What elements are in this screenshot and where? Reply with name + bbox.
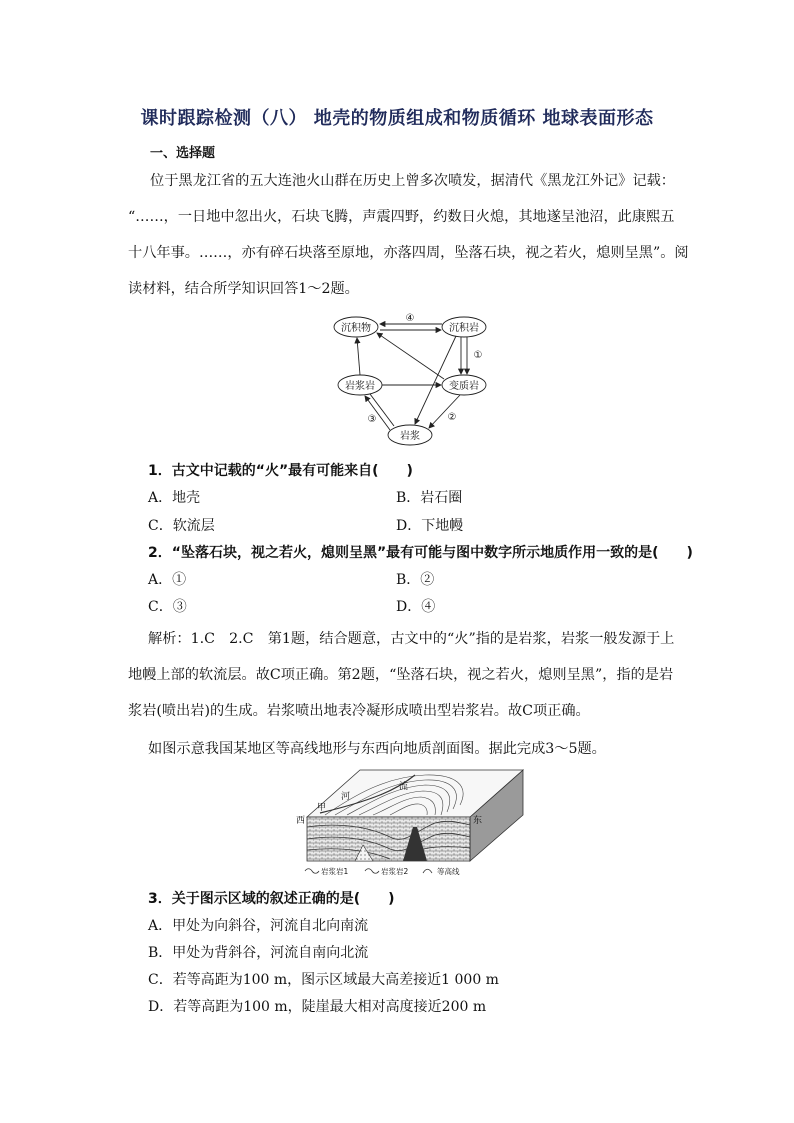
option: B．② [396,572,435,588]
process-label: ③ [367,414,377,425]
option: C．软流层 [148,518,215,534]
option: B．甲处为背斜谷，河流自南向北流 [148,945,369,961]
legend-label: 等高线 [437,867,460,876]
process-label: ① [473,350,483,361]
option: A．地壳 [148,490,201,506]
answer-line: 地幔上部的软流层。故C项正确。第2题，“坠落石块，视之若火，熄则呈黑”，指的是岩 [128,667,674,683]
node-label: 沉积物 [341,323,371,334]
option: D．下地幔 [396,518,464,534]
option: D．④ [396,599,436,615]
option: C．若等高距为100 m，图示区域最大高差接近1 000 m [148,972,499,988]
rock-cycle-diagram [320,308,500,452]
passage-2: 如图示意我国某地区等高线地形与东西向地质剖面图。据此完成3～5题。 [148,741,606,757]
process-label: ④ [405,313,415,324]
node-label: 岩浆 [400,431,420,442]
legend-symbol-2 [365,869,379,874]
question-stem: 3．关于图示区域的叙述正确的是( ) [148,891,395,907]
label-east: 东 [473,816,483,826]
legend-label: 岩浆岩2 [381,867,409,876]
legend-label: 岩浆岩1 [321,867,349,876]
passage-line: “……，一日地中忽出火，石块飞腾，声震四野，约数日火熄，其地遂呈池沼，此康熙五 [128,209,675,225]
option: C．③ [148,599,187,615]
process-label: ② [447,412,457,423]
answer-line: 浆岩(喷出岩)的生成。岩浆喷出地表冷凝形成喷出型岩浆岩。故C项正确。 [128,703,590,719]
node-label: 变质岩 [449,381,479,392]
legend-symbol-3 [423,869,432,873]
answer-line: 解析：1.C 2.C 第1题，结合题意，古文中的“火”指的是岩浆，岩浆一般发源于上 [148,631,675,647]
passage-line: 十八年事。……，亦有碎石块落至原地，亦落四周，坠落石块，视之若火，熄则呈黑”。阅 [128,245,689,261]
passage-line: 位于黑龙江省的五大连池火山群在历史上曾多次喷发，据清代《黑龙江外记》记载： [150,173,675,189]
legend-symbol-1 [305,869,319,874]
label-jia: 甲 [317,803,327,813]
block-front-face [307,817,470,861]
label-west: 西 [296,816,306,826]
label-river: 河 [341,792,351,802]
page-title: 课时跟踪检测（八） 地壳的物质组成和物质循环 地球表面形态 [140,108,654,129]
label-flow: 流 [399,782,409,792]
geologic-block-diagram [295,765,525,877]
passage-line: 读材料，结合所学知识回答1～2题。 [128,281,359,297]
question-stem: 1．古文中记载的“火”最有可能来自( ) [148,463,413,479]
option: D．若等高距为100 m，陡崖最大相对高度接近200 m [148,999,487,1015]
section-heading: 一、选择题 [150,146,216,161]
option: A．甲处为向斜谷，河流自北向南流 [148,918,369,934]
option: A．① [148,572,187,588]
question-stem: 2．“坠落石块，视之若火，熄则呈黑”最有可能与图中数字所示地质作用一致的是( ) [148,545,693,561]
node-label: 岩浆岩 [345,381,375,392]
node-label: 沉积岩 [449,323,479,334]
option: B．岩石圈 [396,490,463,506]
